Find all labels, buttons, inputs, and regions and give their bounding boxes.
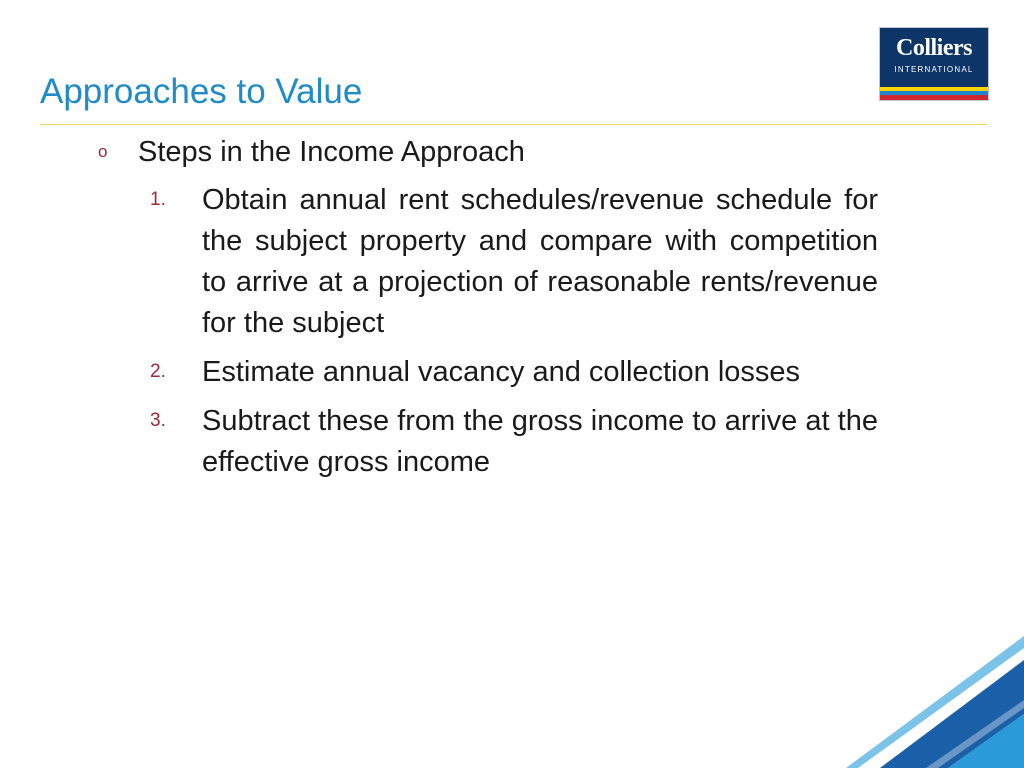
step-number: 2. — [150, 361, 166, 382]
step-number: 1. — [150, 189, 166, 210]
logo-wordmark: Colliers — [896, 35, 972, 61]
circle-bullet-icon: o — [98, 142, 108, 161]
step-text: Subtract these from the gross income to arrive at the effective gross income — [202, 405, 878, 478]
logo-subtitle: INTERNATIONAL — [894, 65, 974, 74]
step-text: Estimate annual vacancy and collection losses — [202, 356, 801, 388]
step-number: 3. — [150, 410, 166, 431]
slide-title: Approaches to Value — [40, 72, 363, 111]
bullet-heading: Steps in the Income Approach — [138, 136, 525, 168]
step-text: Obtain annual rent schedules/revenue schedule for the subject property and compare with competition to arrive at a projection of reasonable rents/revenue for the subject — [202, 184, 878, 339]
